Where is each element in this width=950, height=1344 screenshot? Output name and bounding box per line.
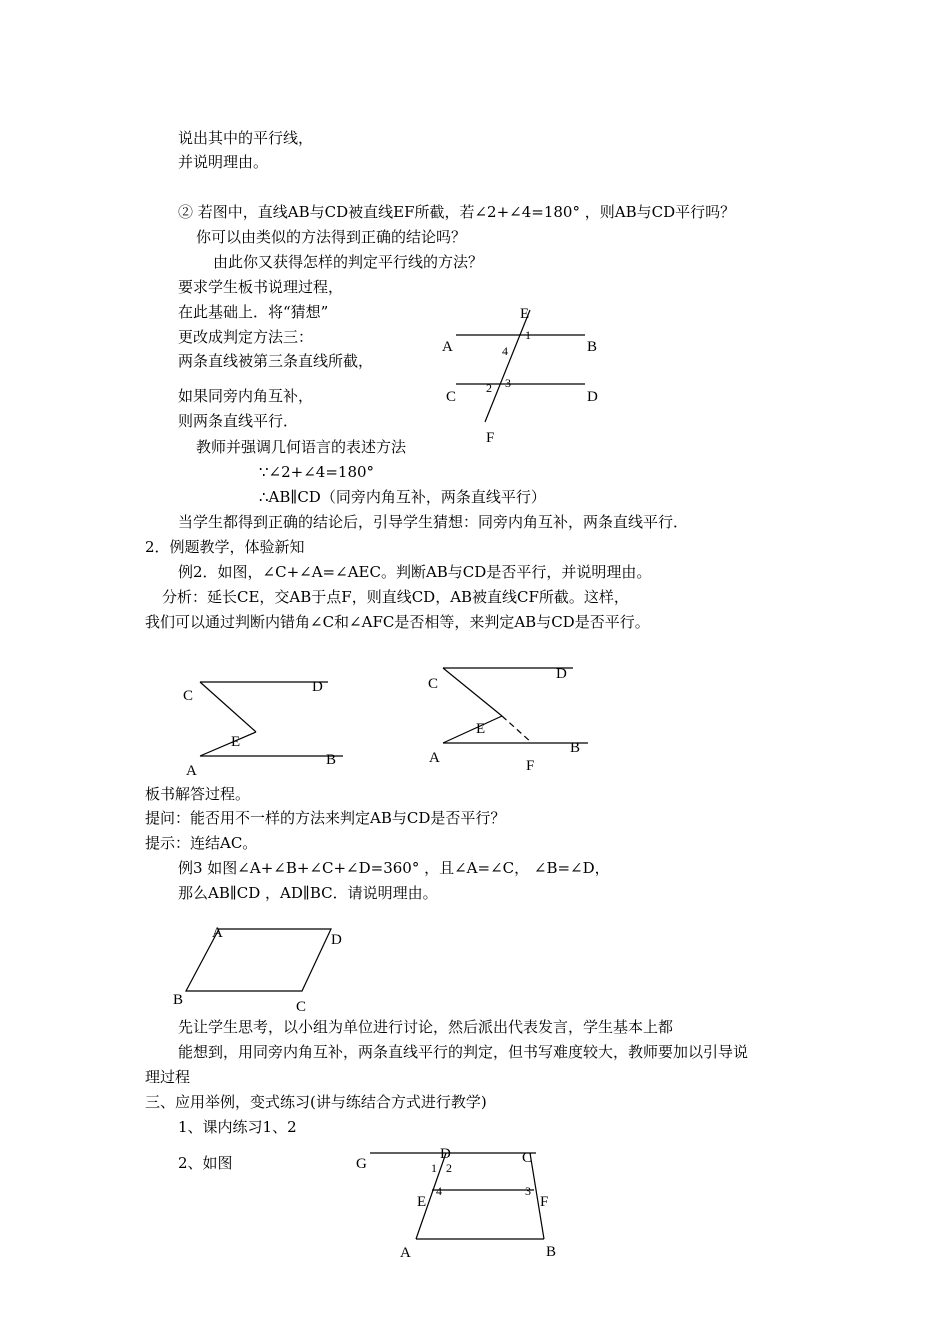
text-line: 你可以由类似的方法得到正确的结论吗？	[196, 228, 467, 246]
point-label-d: D	[331, 932, 342, 948]
point-label-c: C	[296, 999, 307, 1015]
text-line: 教师并强调几何语言的表述方法	[196, 438, 407, 456]
text-line: 能想到，用同旁内角互补，两条直线平行的判定，但书写难度较大，教师要加以引导说	[178, 1043, 749, 1061]
angle-label-4: 4	[502, 344, 508, 358]
figure-1-lines	[456, 310, 585, 422]
point-label-a: A	[442, 339, 453, 355]
angle-label-3: 3	[525, 1184, 531, 1198]
point-label-e: E	[520, 306, 530, 322]
text-line: 分析：延长CE，交AB于点F，则直线CD，AB被直线CF所截。这样，	[162, 588, 629, 606]
text-line: 当学生都得到正确的结论后，引导学生猜想：同旁内角互补，两条直线平行．	[178, 513, 689, 531]
angle-label-4: 4	[436, 1184, 442, 1198]
angle-label-2: 2	[486, 381, 492, 395]
figure-4-lines	[186, 929, 331, 991]
text-line: 如果同旁内角互补，	[178, 387, 314, 405]
point-label-b: B	[546, 1244, 557, 1260]
angle-label-1: 1	[525, 328, 531, 342]
point-label-d: D	[312, 679, 323, 695]
point-label-b: B	[173, 992, 184, 1008]
text-line: 例2．如图，∠C+∠A=∠AEC。判断AB与CD是否平行，并说明理由。	[178, 563, 652, 581]
angle-label-2: 2	[446, 1161, 452, 1175]
point-label-c: C	[183, 688, 194, 704]
text-line: 那么AB∥CD ，AD∥BC．请说明理由。	[178, 884, 438, 902]
text-line: ∴AB∥CD（同旁内角互补，两条直线平行）	[259, 488, 546, 506]
text-line: 先让学生思考，以小组为单位进行讨论，然后派出代表发言，学生基本上都	[178, 1018, 674, 1036]
point-label-e: E	[417, 1194, 427, 1210]
point-label-d: D	[587, 389, 598, 405]
point-label-f: F	[540, 1194, 549, 1210]
text-line: 更改成判定方法三：	[178, 328, 314, 346]
text-line: 2．例题教学，体验新知	[145, 538, 305, 556]
point-label-g: G	[356, 1156, 367, 1172]
point-label-a: A	[212, 925, 223, 941]
text-line: 2、如图	[178, 1154, 233, 1172]
text-line: 三、应用举例，变式练习(讲与练结合方式进行教学)	[145, 1093, 487, 1111]
text-line: 我们可以通过判断内错角∠C和∠AFC是否相等，来判定AB与CD是否平行。	[145, 613, 650, 631]
text-line: 由此你又获得怎样的判定平行线的方法？	[213, 253, 484, 271]
point-label-f: F	[486, 430, 495, 446]
angle-label-1: 1	[431, 1161, 437, 1175]
point-label-c: C	[446, 389, 457, 405]
point-label-a: A	[186, 763, 197, 779]
point-label-d: D	[440, 1146, 451, 1162]
point-label-a: A	[429, 750, 440, 766]
text-line: 说出其中的平行线，	[178, 129, 314, 147]
point-label-f: F	[526, 758, 535, 774]
text-line: 1、课内练习1、2	[178, 1118, 297, 1136]
text-line: 在此基础上．将“猜想”	[178, 303, 329, 321]
point-label-c: C	[522, 1150, 533, 1166]
text-line: ∵∠2+∠4=180°	[259, 463, 375, 481]
text-line: 两条直线被第三条直线所截，	[178, 352, 374, 370]
point-label-e: E	[231, 734, 241, 750]
point-label-c: C	[428, 676, 439, 692]
point-label-e: E	[476, 721, 486, 737]
point-label-b: B	[570, 740, 581, 756]
text-line: 板书解答过程。	[145, 785, 251, 803]
point-label-b: B	[326, 752, 337, 768]
text-line: 则两条直线平行．	[178, 412, 299, 430]
text-line: ② 若图中，直线AB与CD被直线EF所截，若∠2+∠4=180° ，则AB与CD平行吗？	[178, 203, 736, 221]
point-label-b: B	[587, 339, 598, 355]
text-line: 并说明理由。	[178, 153, 269, 171]
text-line: 例3 如图∠A+∠B+∠C+∠D=360° ，且∠A=∠C， ∠B=∠D，	[178, 859, 610, 877]
text-line: 要求学生板书说理过程，	[178, 278, 344, 296]
figure-5-lines	[370, 1153, 544, 1239]
text-line: 提示：连结AC。	[145, 834, 258, 852]
text-line: 提问：能否用不一样的方法来判定AB与CD是否平行？	[145, 809, 506, 827]
point-label-d: D	[556, 666, 567, 682]
text-line: 理过程	[145, 1068, 191, 1086]
point-label-a: A	[400, 1245, 411, 1261]
angle-label-3: 3	[505, 376, 511, 390]
